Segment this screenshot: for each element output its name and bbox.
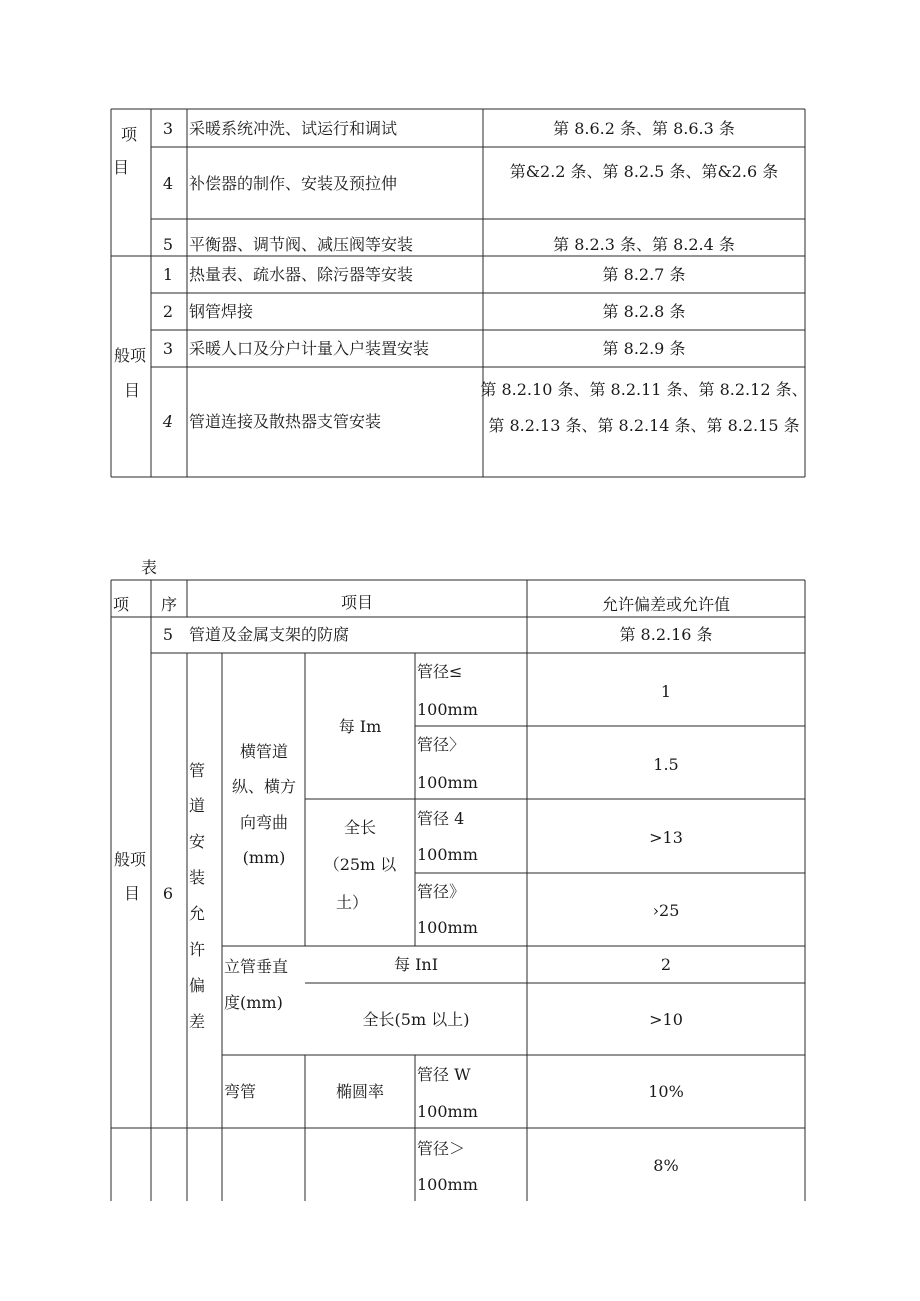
- vertical-label-char: 许: [188, 940, 206, 959]
- row-reference: 第&2.2 条、第 8.2.5 条、第&2.6 条: [509, 162, 779, 181]
- row-number: 5: [162, 235, 174, 254]
- pipe-diameter-size: 100mm: [417, 1102, 478, 1121]
- group-label-top: 般项: [114, 346, 147, 365]
- row-reference: 第 8.2.7 条: [602, 265, 686, 284]
- group-label-bottom: 目: [124, 381, 141, 400]
- tolerance-value: >10: [649, 1010, 683, 1029]
- pipe-diameter-label: 管径 W: [417, 1065, 471, 1084]
- per-meter-label: 每 Im: [338, 717, 382, 736]
- row-item: 管道及金属支架的防腐: [189, 625, 350, 644]
- vertical-label-char: 道: [188, 796, 206, 815]
- row-reference: 第 8.2.9 条: [602, 339, 686, 358]
- vertical-label-char: 允: [188, 904, 206, 923]
- tolerance-value: 8%: [653, 1156, 679, 1175]
- row-number: 3: [162, 119, 174, 138]
- tolerance-value: >13: [649, 828, 683, 847]
- group-label-a: 项: [121, 125, 138, 144]
- header-col-3: 项目: [340, 593, 374, 612]
- row-value: 第 8.2.16 条: [619, 625, 713, 644]
- horizontal-label-line: 纵、横方: [231, 777, 297, 796]
- group-label-b: 目: [113, 158, 130, 177]
- per-meter-label: 每 InI: [393, 955, 439, 974]
- row-item: 补偿器的制作、安装及预拉伸: [189, 174, 398, 193]
- row-item: 钢管焊接: [189, 302, 254, 321]
- tolerance-value: 10%: [648, 1082, 684, 1101]
- vertical-label-char: 差: [188, 1012, 206, 1031]
- header-col-4: 允许偏差或允许值: [601, 595, 731, 614]
- full-length-line: 土）: [335, 893, 369, 912]
- vertical-label-char: 管: [188, 761, 206, 780]
- ovality-label: 椭圆率: [335, 1082, 385, 1101]
- pipe-diameter-label: 管径≤: [417, 662, 463, 681]
- row-number: 5: [162, 625, 174, 644]
- horizontal-label-line: 横管道: [239, 742, 289, 761]
- group-label-bottom: 目: [124, 884, 141, 903]
- header-col-1: 项: [112, 595, 130, 614]
- row-number: 1: [162, 265, 174, 284]
- pipe-diameter-label: 管径〉: [417, 735, 466, 754]
- row-number: 4: [162, 412, 174, 431]
- tolerance-value: 1.5: [653, 755, 679, 774]
- row-number: 6: [162, 884, 174, 903]
- group-label-top: 般项: [114, 850, 147, 869]
- row-number: 3: [162, 339, 174, 358]
- row-number: 4: [162, 174, 174, 193]
- vertical-pipe-label-line: 度(mm): [224, 993, 283, 1012]
- bend-label: 弯管: [224, 1082, 257, 1101]
- horizontal-label-line: 向弯曲: [239, 813, 289, 832]
- vertical-pipe-label-line: 立管垂直: [224, 957, 289, 976]
- tolerance-value: ›25: [652, 901, 680, 920]
- row-reference: 第 8.2.8 条: [602, 302, 686, 321]
- pipe-diameter-label: 管径》: [417, 882, 466, 901]
- row-item: 采暖系统冲洗、试运行和调试: [189, 119, 398, 138]
- vertical-label-char: 安: [188, 832, 206, 851]
- full-length-line: 全长: [343, 818, 377, 837]
- row-item: 采暖人口及分户计量入户装置安装: [189, 339, 430, 358]
- row-item: 平衡器、调节阀、减压阀等安装: [189, 235, 414, 254]
- vertical-label-char: 装: [188, 868, 206, 887]
- pipe-diameter-label: 管径＞: [417, 1139, 466, 1158]
- row-reference: 第 8.6.2 条、第 8.6.3 条: [553, 119, 735, 138]
- pipe-diameter-size: 100mm: [417, 700, 478, 719]
- table-caption: 表: [141, 558, 158, 577]
- pipe-diameter-label: 管径 4: [417, 809, 465, 828]
- row-reference: 第 8.2.3 条、第 8.2.4 条: [553, 235, 735, 254]
- tolerance-value: 1: [660, 682, 672, 701]
- row-reference-line-2: 第 8.2.13 条、第 8.2.14 条、第 8.2.15 条: [488, 416, 800, 435]
- pipe-diameter-size: 100mm: [417, 1175, 478, 1194]
- pipe-diameter-size: 100mm: [417, 918, 478, 937]
- header-col-2: 序: [160, 595, 178, 614]
- row-reference-line-1: 第 8.2.10 条、第 8.2.11 条、第 8.2.12 条、: [480, 380, 808, 399]
- vertical-label-char: 偏: [188, 976, 206, 995]
- row-number: 2: [162, 302, 174, 321]
- row-item: 管道连接及散热器支管安装: [189, 412, 382, 431]
- row-item: 热量表、疏水器、除污器等安装: [189, 265, 414, 284]
- full-length-line: （25m 以: [323, 855, 397, 874]
- horizontal-label-line: (mm): [242, 848, 286, 867]
- pipe-diameter-size: 100mm: [417, 845, 478, 864]
- pipe-diameter-size: 100mm: [417, 773, 478, 792]
- full-length-label: 全长(5m 以上): [362, 1010, 470, 1029]
- tolerance-value: 2: [660, 955, 672, 974]
